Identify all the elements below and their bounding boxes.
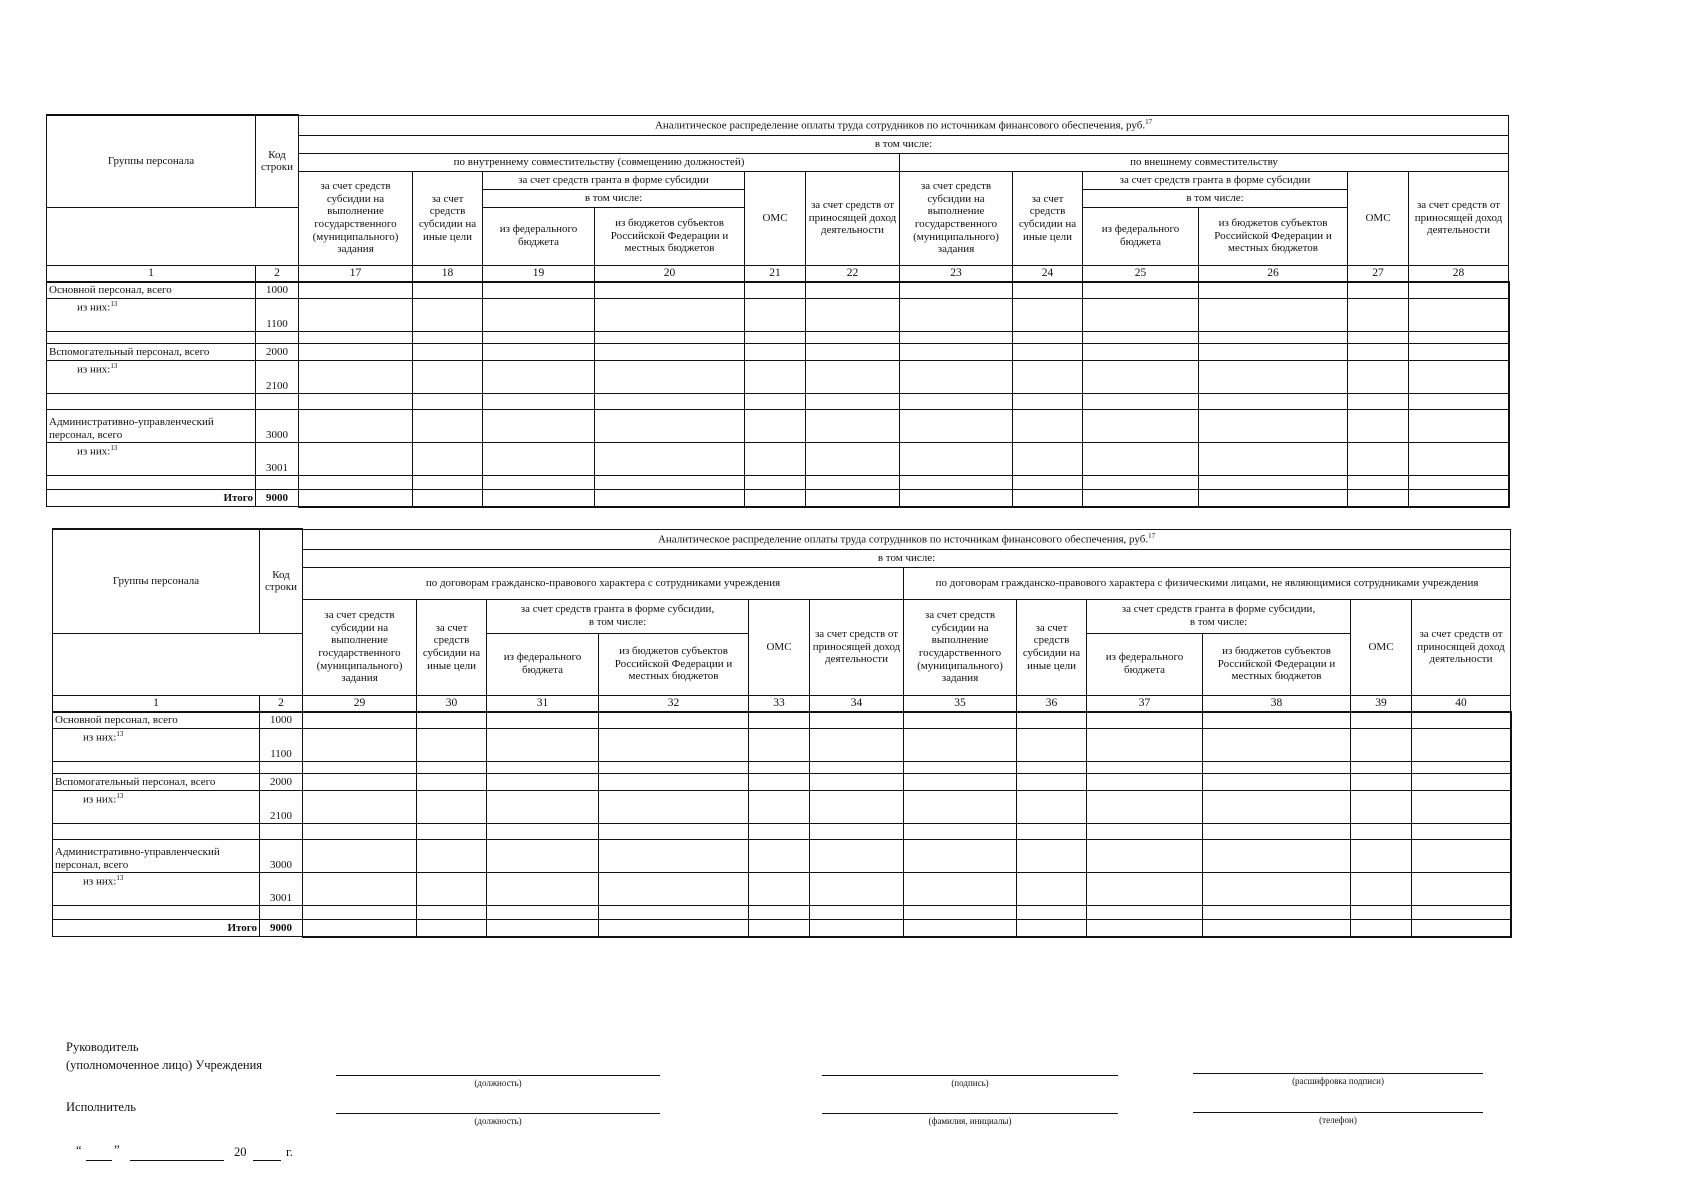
table-row xyxy=(53,762,1511,774)
col-income-2-ext: за счет средств от приносящей доход деятельности xyxy=(1412,599,1511,695)
table-row: Вспомогательный персонал, всего 2000 xyxy=(47,344,1509,361)
col-oms: ОМС xyxy=(745,171,806,265)
col-grant-ext: за счет средств гранта в форме субсидии xyxy=(1083,171,1348,189)
head-label-2: (уполномоченное лицо) Учреждения xyxy=(66,1058,263,1072)
executor-name-line[interactable] xyxy=(822,1113,1118,1114)
col-state-task-ext: за счет средств субсидии на выполнение государственного (муниципального) задания xyxy=(900,171,1013,265)
phone-line[interactable] xyxy=(1193,1112,1483,1113)
col-grant-in-that: в том числе: xyxy=(483,189,745,207)
table-row: Основной персонал, всего 1000 xyxy=(47,282,1509,299)
group-header-2: Группы персонала xyxy=(53,529,260,633)
table-row xyxy=(47,332,1509,344)
col-regional-ext: из бюджетов субъектов Российской Федерации и местных бюджетов xyxy=(1199,207,1348,265)
col-income-ext: за счет средств от приносящей доход деятельности xyxy=(1409,171,1509,265)
in-that-number-2: в том числе: xyxy=(303,549,1511,567)
group-external: по внешнему совместительству xyxy=(900,153,1509,171)
col-other-goals-2: за счет средств субсидии на иные цели xyxy=(417,599,487,695)
table-row: Административно-управленческий персонал, всего 3000 xyxy=(53,840,1511,873)
col-regional: из бюджетов субъектов Российской Федерации и местных бюджетов xyxy=(595,207,745,265)
head-label-1: Руководитель xyxy=(66,1040,139,1054)
table-contracts xyxy=(52,528,1512,938)
date-year-prefix: 20 xyxy=(234,1145,247,1159)
table-row xyxy=(53,906,1511,920)
caption-phone: (телефон) xyxy=(1319,1115,1357,1125)
col-regional-2-ext: из бюджетов субъектов Российской Федерации и местных бюджетов xyxy=(1203,633,1351,695)
table-row: Вспомогательный персонал, всего 2000 xyxy=(53,774,1511,791)
caption-position-2: (должность) xyxy=(474,1116,522,1126)
column-number-row: 1 2 17 18 19 20 21 22 23 24 25 26 27 28 xyxy=(47,265,1509,282)
col-other-goals-2-ext: за счет средств субсидии на иные цели xyxy=(1017,599,1087,695)
col-other-goals: за счет средств субсидии на иные цели xyxy=(413,171,483,265)
group-contract-others: по договорам гражданско-правового характера с физическими лицами, не являющимися сотрудниками учреждения xyxy=(904,567,1511,599)
table-row: Основной персонал, всего 1000 xyxy=(53,712,1511,729)
table-row: из них:$^{13}$ 1100 xyxy=(53,729,1511,762)
signature-line[interactable] xyxy=(822,1075,1118,1076)
table-row xyxy=(53,824,1511,840)
date-suffix: г. xyxy=(286,1145,293,1159)
group-internal: по внутреннему совместительству (совмещению должностей) xyxy=(299,153,900,171)
col-regional-2: из бюджетов субъектов Российской Федерации и местных бюджетов xyxy=(599,633,749,695)
date-day-line[interactable] xyxy=(86,1160,112,1161)
col-grant-2-ext: за счет средств гранта в форме субсидии, в том числе: xyxy=(1087,599,1351,633)
total-row: Итого 9000 xyxy=(47,490,1509,507)
executor-position-line[interactable] xyxy=(336,1113,660,1114)
caption-signature: (подпись) xyxy=(951,1078,989,1088)
in-that-number: в том числе: xyxy=(299,135,1509,153)
col-other-goals-ext: за счет средств субсидии на иные цели xyxy=(1013,171,1083,265)
col-oms-2: ОМС xyxy=(749,599,810,695)
caption-decode: (расшифровка подписи) xyxy=(1292,1076,1384,1086)
col-grant-2: за счет средств гранта в форме субсидии, в том числе: xyxy=(487,599,749,633)
position-line[interactable] xyxy=(336,1075,660,1076)
col-income: за счет средств от приносящей доход деятельности xyxy=(806,171,900,265)
group-header: Группы персонала xyxy=(47,115,256,207)
column-number-row-2: 1 2 29 30 31 32 33 34 35 36 37 38 39 40 xyxy=(53,695,1511,712)
col-federal-ext: из федерального бюджета xyxy=(1083,207,1199,265)
col-state-task-2-ext: за счет средств субсидии на выполнение государственного (муниципального) задания xyxy=(904,599,1017,695)
table-row: из них:$^{13}$ 3001 xyxy=(53,873,1511,906)
date-year-line[interactable] xyxy=(253,1160,281,1161)
col-state-task: за счет средств субсидии на выполнение государственного (муниципального) задания xyxy=(299,171,413,265)
table-row: Административно-управленческий персонал, всего 3000 xyxy=(47,410,1509,443)
date-open-quote: “ xyxy=(76,1143,82,1157)
table-row: из них:$^{13}$ 3001 xyxy=(47,443,1509,476)
col-income-2: за счет средств от приносящей доход деятельности xyxy=(810,599,904,695)
caption-position: (должность) xyxy=(474,1078,522,1088)
col-federal-2: из федерального бюджета xyxy=(487,633,599,695)
col-state-task-2: за счет средств субсидии на выполнение государственного (муниципального) задания xyxy=(303,599,417,695)
table-row: из них:$^{13}$ 2100 xyxy=(47,361,1509,394)
date-close-quote: ” xyxy=(114,1143,120,1157)
table-row: из них:$^{13}$ 2100 xyxy=(53,791,1511,824)
main-title-2: Аналитическое распределение оплаты труда сотрудников по источникам финансового обеспечения, руб.$^{17}$ xyxy=(303,529,1511,549)
col-grant: за счет средств гранта в форме субсидии xyxy=(483,171,745,189)
main-title: Аналитическое распределение оплаты труда сотрудников по источникам финансового обеспечения, руб.$^{17}$ xyxy=(299,115,1509,135)
code-header-2: Код строки xyxy=(260,529,303,633)
table-row xyxy=(47,476,1509,490)
col-oms-2-ext: ОМС xyxy=(1351,599,1412,695)
table-internal-external xyxy=(46,114,1510,508)
col-grant-in-that-ext: в том числе: xyxy=(1083,189,1348,207)
table-row xyxy=(47,394,1509,410)
decode-line[interactable] xyxy=(1193,1073,1483,1074)
total-row: Итого 9000 xyxy=(53,920,1511,937)
col-oms-ext: ОМС xyxy=(1348,171,1409,265)
group-contract-staff: по договорам гражданско-правового характера с сотрудниками учреждения xyxy=(303,567,904,599)
col-federal-2-ext: из федерального бюджета xyxy=(1087,633,1203,695)
table-row: из них:$^{13}$ 1100 xyxy=(47,299,1509,332)
date-month-line[interactable] xyxy=(130,1160,224,1161)
col-federal: из федерального бюджета xyxy=(483,207,595,265)
code-header: Код строки xyxy=(256,115,299,207)
executor-label: Исполнитель xyxy=(66,1100,136,1114)
caption-name: (фамилия, инициалы) xyxy=(928,1116,1012,1126)
